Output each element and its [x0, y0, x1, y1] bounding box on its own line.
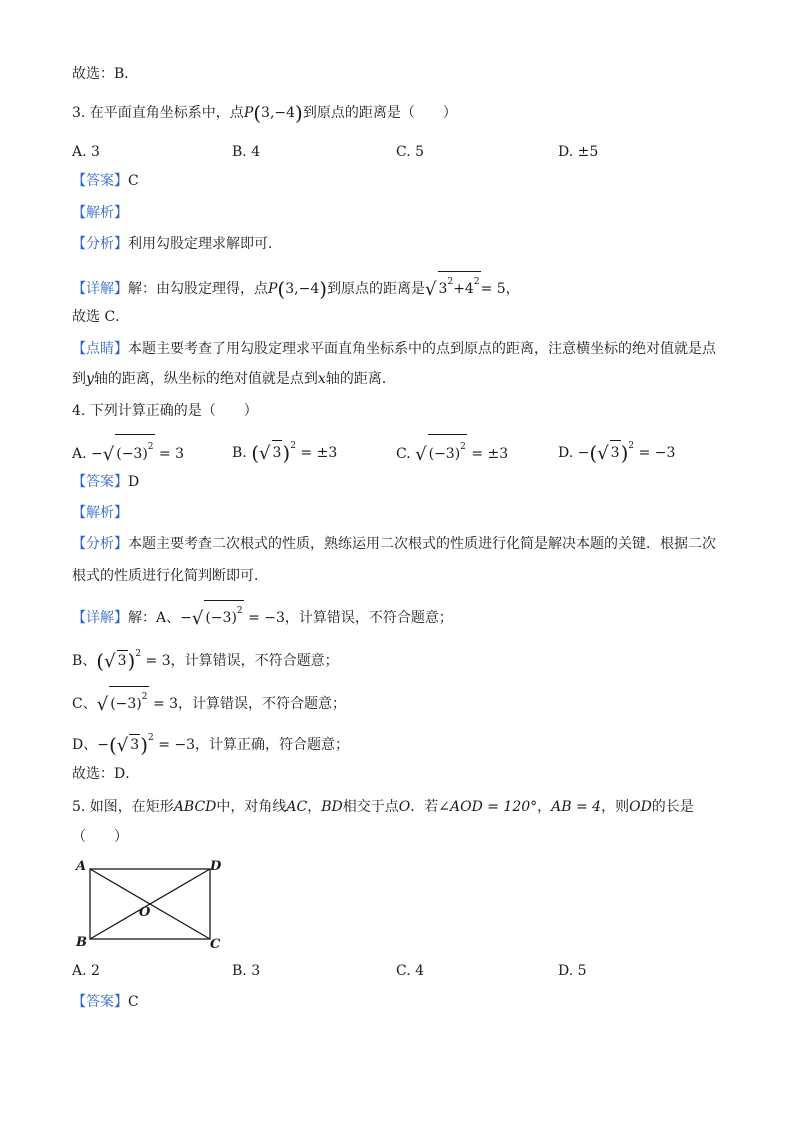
paren: ( [96, 649, 105, 673]
math-od: OD [629, 799, 652, 815]
q3-option-c: C. 5 [396, 144, 425, 160]
dj-text: 本题主要考查了用勾股定理求平面直角坐标系中的点到原点的距离，注意横坐标的绝对值就是点 [128, 341, 716, 357]
label-o: O [139, 905, 151, 920]
paren: ( [589, 441, 598, 465]
answer-value: D [128, 474, 140, 490]
neg: − [577, 445, 590, 461]
result: = −3 [248, 610, 285, 626]
sqrt-sign: √ [96, 694, 109, 715]
q4-fenxi-1 [72, 534, 716, 554]
opt-letter: D. [558, 445, 578, 461]
result: = −3 [638, 445, 676, 461]
sqrt-sign: √ [425, 279, 437, 300]
q4-xiangjie-d [72, 728, 349, 756]
num: (−3) [116, 446, 148, 462]
answer-tag: 【答案】 [72, 474, 128, 490]
q3-option-a: A. 3 [72, 144, 100, 160]
exp: 2 [135, 649, 142, 659]
xj-text: C、 [72, 696, 97, 712]
q4-answer [72, 472, 139, 492]
exp: 2 [147, 442, 154, 452]
q3-end: 故选 C． [72, 309, 130, 325]
xiangjie-tag: 【详解】 [72, 610, 128, 626]
q3-fenxi [72, 234, 282, 254]
radicand: 3 [272, 440, 283, 465]
xj-text: ，计算错误，不符合题意； [178, 696, 347, 712]
paren: ) [140, 733, 148, 757]
xj-text: 解：A、 [128, 610, 181, 626]
radicand: 3 [117, 650, 128, 671]
neg: − [91, 446, 103, 462]
math-o: O [398, 799, 411, 815]
exp: 2 [236, 606, 243, 616]
q3-xiangjie [72, 271, 520, 300]
q5-option-c: C. 4 [396, 963, 425, 979]
q5-text: 5. 如图，在矩形 [72, 799, 174, 815]
sqrt-sign: √ [102, 444, 115, 465]
paren: ) [282, 441, 291, 465]
dj-text: 轴的距离，纵坐标的绝对值就是点到 [93, 371, 318, 387]
sqrt-sign: √ [104, 651, 116, 672]
q4-fenxi-2: 根式的性质进行化简判断即可． [72, 568, 268, 584]
fenxi-tag: 【分析】 [72, 236, 128, 252]
math-y: y [86, 371, 94, 387]
fenxi-text: 本题主要考查二次根式的性质，熟练运用二次根式的性质进行化简是解决本题的关键．根据二次 [128, 536, 716, 552]
dianjing-tag: 【点睛】 [72, 341, 128, 357]
result: = −3 [158, 737, 196, 753]
q5-option-a: A. 2 [72, 963, 100, 979]
label-a: A [76, 859, 87, 874]
result: = 3 [152, 696, 179, 712]
paren: ) [295, 101, 303, 125]
q3-option-b: B. 4 [232, 144, 261, 160]
radicand: 3 [610, 440, 621, 465]
radicand [204, 600, 243, 628]
exp: 2 [628, 441, 635, 451]
q4-option-c [396, 434, 508, 467]
exp: 2 [148, 733, 154, 743]
q5-text: ，则 [601, 799, 630, 815]
radicand [428, 434, 467, 466]
coord: 3,−4 [285, 281, 320, 297]
num: (−3) [205, 610, 237, 626]
label-b: B [76, 935, 87, 950]
sqrt-sign: √ [415, 444, 427, 465]
xj-text: ，计算错误，不符合题意； [284, 610, 453, 626]
paren: ( [108, 733, 117, 757]
num: +4 [453, 281, 474, 297]
q3-answer [72, 171, 139, 191]
radicand [438, 271, 481, 299]
q3-text: 3. 在平面直角坐标系中，点 [72, 105, 244, 121]
math-p: P [243, 105, 254, 121]
q5-text: 中，对角线 [216, 799, 287, 815]
dj-text: 到 [72, 371, 86, 387]
exp: 2 [460, 442, 466, 452]
q5-option-b: B. 3 [232, 963, 261, 979]
answer-value: C [128, 173, 139, 189]
sqrt-sign: √ [259, 443, 271, 464]
dj-text: 轴的距离． [325, 371, 396, 387]
q4-xiangjie-c [72, 686, 346, 715]
xj-text: B、 [72, 653, 97, 669]
xj-text: ， [505, 281, 520, 297]
sqrt-sign: √ [597, 443, 609, 464]
q4-option-d [558, 434, 675, 466]
q3-text: 到原点的距离是（ ） [302, 105, 457, 121]
neg: − [180, 610, 192, 626]
jiexi-label: 【解析】 [72, 505, 128, 521]
text-line: 故选：B． [72, 66, 139, 82]
q5-text: ， [537, 799, 552, 815]
exp: 2 [473, 277, 480, 287]
q4-option-a [72, 434, 184, 467]
xj-text: 解：由勾股定理得，点 [128, 281, 268, 297]
label-c: C [210, 937, 221, 952]
math-abcd: ABCD [173, 799, 217, 815]
q5-answer [72, 992, 139, 1012]
question-5-line-2: （ ） [72, 829, 128, 845]
num: (−3) [428, 446, 461, 462]
result: = 3 [145, 653, 171, 669]
xj-text: D、 [72, 737, 98, 753]
exp: 2 [290, 441, 296, 451]
q5-text: ．若 [410, 799, 439, 815]
result: = 5 [480, 281, 506, 297]
label-d: D [210, 859, 222, 874]
answer-value: C [128, 994, 139, 1010]
q4-xiangjie-b [72, 644, 339, 672]
xj-text: ，计算正确，符合题意； [195, 737, 350, 753]
exp: 2 [141, 692, 148, 702]
q3-option-d: D. ±5 [558, 144, 599, 160]
question-3 [72, 103, 457, 123]
xj-text: ，计算错误，不符合题意； [170, 653, 339, 669]
math-p: P [268, 281, 278, 297]
answer-tag: 【答案】 [72, 994, 128, 1010]
xiangjie-tag: 【详解】 [72, 281, 128, 297]
xj-text: 到原点的距离是 [327, 281, 426, 297]
paren: ( [277, 277, 286, 301]
exp: 2 [447, 277, 454, 287]
math-bd: BD [321, 799, 343, 815]
paren: ( [251, 441, 260, 465]
result: = ±3 [300, 445, 338, 461]
jiexi-tag [72, 203, 128, 223]
q5-text: 相交于点 [342, 799, 399, 815]
opt-letter: A. [72, 446, 92, 462]
answer-tag: 【答案】 [72, 173, 128, 189]
neg: − [97, 737, 109, 753]
paren: ( [253, 101, 262, 125]
num: (−3) [110, 696, 142, 712]
q5-text: ， [307, 799, 322, 815]
radicand: 3 [129, 734, 140, 755]
result: = 3 [158, 446, 185, 462]
sqrt-sign: √ [191, 608, 204, 629]
q3-dianjing-1 [72, 339, 716, 359]
math-ac: AC [286, 799, 308, 815]
rectangle-figure [72, 856, 232, 956]
opt-letter: C. [396, 446, 416, 462]
q4-xiangjie-a [72, 600, 453, 629]
result: = ±3 [471, 446, 509, 462]
jiexi-tag [72, 503, 128, 523]
q4-option-b [232, 434, 337, 466]
q5-option-d: D. 5 [558, 963, 587, 979]
fenxi-text: 利用勾股定理求解即可． [128, 236, 282, 252]
question-5-line-1 [72, 797, 694, 817]
q3-dianjing-2 [72, 369, 396, 389]
fenxi-tag: 【分析】 [72, 536, 128, 552]
coord: 3,−4 [261, 105, 296, 121]
question-4: 4. 下列计算正确的是（ ） [72, 403, 258, 419]
radicand [115, 434, 154, 466]
num: 3 [438, 281, 448, 297]
radicand [109, 686, 148, 714]
sqrt-sign: √ [116, 735, 129, 756]
jiexi-label: 【解析】 [72, 205, 128, 221]
q4-end: 故选：D． [72, 766, 140, 782]
paren: ) [620, 441, 629, 465]
paren: ) [127, 649, 136, 673]
math-ab: AB = 4 [551, 799, 602, 815]
math-x: x [317, 371, 326, 387]
paren: ) [319, 277, 328, 301]
q5-text: 的长是 [651, 799, 694, 815]
math-angle: ∠AOD = 120° [438, 799, 538, 815]
opt-letter: B. [232, 445, 252, 461]
